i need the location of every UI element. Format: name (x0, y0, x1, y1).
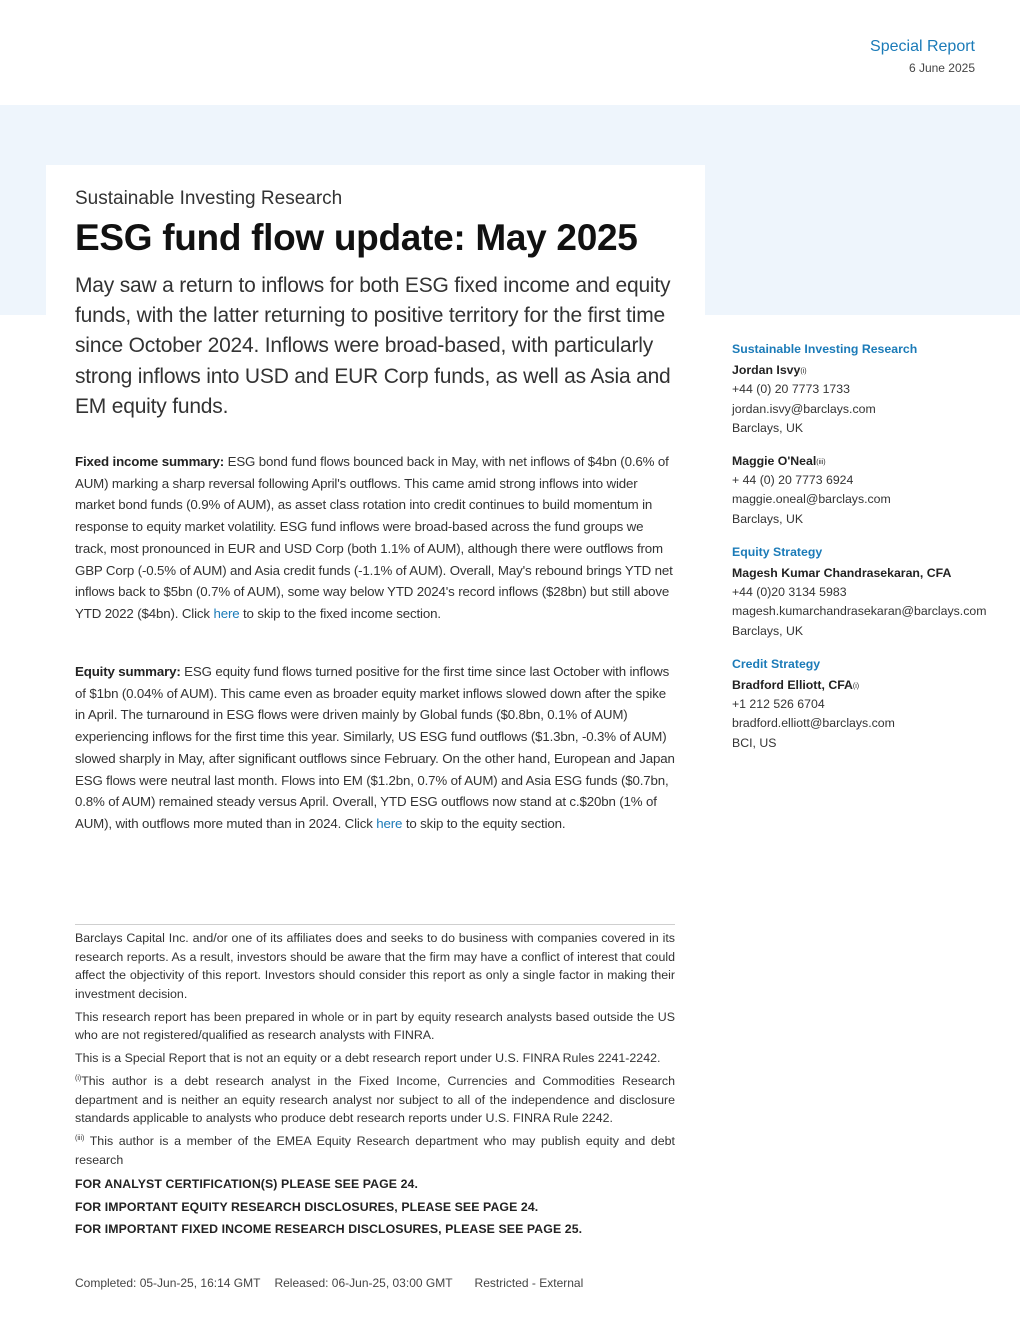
equity-summary-text: ESG equity fund flows turned positive for the first time since last October with inflows of $1bn (0.04% of AUM). This came even as broader equity market inflows slowed down after the spike in April. The turnaround in ESG flows were driven mainly by Global funds ($0.8bn, 0.1% of AUM) experiencing inflows for the first time this year. Similarly, US ESG fund outflows ($1.3bn, -0.3% of AUM) slowed sharply in May, after significant outflows since February. On the other hand, European and Japan ESG flows were neutral last month. Flows into EM ($1.2bn, 0.7% of AUM) and Asia ESG funds ($0.7bn, 0.8% of AUM) remained steady versus April. Overall, YTD ESG outflows now stand at c.$20bn (1% of AUM), with outflows more muted than in 2024. Click (75, 664, 675, 831)
analyst-name (732, 676, 1012, 695)
disclosure-debt-analyst (75, 1072, 675, 1128)
fixed-income-disclosures-note: FOR IMPORTANT FIXED INCOME RESEARCH DISCLOSURES, PLEASE SEE PAGE 25. (75, 1222, 583, 1236)
analyst-location: Barclays, UK (732, 420, 804, 435)
fixed-income-summary-tail: to skip to the fixed income section. (239, 605, 441, 621)
analyst-phone: +1 212 526 6704 (732, 697, 825, 712)
analyst-name-text: Jordan Isvy (732, 363, 801, 378)
analyst-name-text: Bradford Elliott, CFA (732, 678, 853, 693)
analyst-name (732, 361, 1012, 380)
footer-status-line (75, 1276, 597, 1290)
released-timestamp: Released: 06-Jun-25, 03:00 GMT (274, 1276, 453, 1290)
analyst-card (732, 452, 1012, 529)
classification-label: Restricted - External (474, 1276, 584, 1290)
analyst-name-text: Maggie O'Neal (732, 454, 817, 469)
lede-paragraph: May saw a return to inflows for both ESG fixed income and equity funds, with the latter returning to positive territory for the first time since October 2024. Inflows were broad-based, with particularly strong inflows into USD and EUR Corp funds, as well as Asia and EM equity funds. (75, 274, 671, 418)
analyst-email[interactable]: maggie.oneal@barclays.com (732, 492, 891, 507)
fixed-income-summary-label: Fixed income summary: (75, 454, 225, 469)
equity-summary-tail: to skip to the equity section. (402, 815, 566, 831)
analyst-contacts (732, 340, 1012, 767)
disclosure-equity-analyst-text: This author is a member of the EMEA Equity Research department who may publish equity and debt research (75, 1134, 675, 1167)
analyst-certification-note: FOR ANALYST CERTIFICATION(S) PLEASE SEE PAGE 24. (75, 1177, 419, 1191)
disclosure-debt-analyst-text: This author is a debt research analyst in the Fixed Income, Currencies and Commodities Research department and is neither an equity research analyst nor subject to all of the independence and disclosure standards applicable to analysts who produce debt research reports under U.S. FINRA Rule 2242. (75, 1074, 675, 1125)
fixed-income-summary-text: ESG bond fund flows bounced back in May, with net inflows of $4bn (0.6% of AUM) marking a sharp reversal following April's outflows. This came amid strong inflows into wider market bond funds (0.9% of AUM), as asset class rotation into credit continues to build momentum in response to equity market volatility. ESG fund inflows were broad-based across the fund groups we track, most pronounced in EUR and USD Corp (both 1.1% of AUM), although there were outflows from GBP Corp (-0.5% of AUM) and Asia credit funds (-1.1% of AUM). Overall, May's rebound brings YTD net inflows back to $5bn (0.7% of AUM), some way below YTD 2024's record inflows ($28bn) but still above YTD 2022 ($4bn). Click (75, 454, 673, 621)
equity-disclosures-note: FOR IMPORTANT EQUITY RESEARCH DISCLOSURES, PLEASE SEE PAGE 24. (75, 1199, 539, 1214)
report-date: 6 June 2025 (908, 61, 975, 75)
analyst-card (732, 564, 1012, 641)
analyst-phone: +44 (0) 20 7773 1733 (732, 382, 850, 397)
contact-group (732, 543, 1012, 641)
equity-summary (75, 661, 677, 835)
footnote-mark-i: (i) (75, 1075, 82, 1082)
title-card (46, 165, 705, 425)
analyst-footnote-mark: (i) (852, 683, 860, 691)
fixed-income-section-link[interactable]: here (213, 605, 240, 621)
report-header (870, 37, 975, 76)
analyst-card (732, 361, 1012, 438)
analyst-name-text: Magesh Kumar Chandrasekaran, CFA (732, 566, 952, 581)
analyst-card (732, 676, 1012, 753)
report-type-label: Special Report (870, 38, 975, 55)
analyst-footnote-mark: (iii) (816, 459, 826, 467)
analyst-email[interactable]: magesh.kumarchandrasekaran@barclays.com (732, 604, 987, 619)
analyst-email[interactable]: bradford.elliott@barclays.com (732, 716, 895, 731)
contact-group-title: Equity Strategy (732, 544, 823, 559)
completed-timestamp: Completed: 05-Jun-25, 16:14 GMT (75, 1276, 261, 1290)
research-kicker: Sustainable Investing Research (75, 188, 343, 209)
page-title: ESG fund flow update: May 2025 (75, 217, 638, 258)
analyst-location: Barclays, UK (732, 623, 804, 638)
fixed-income-summary (75, 451, 677, 625)
disclosure-conflict: Barclays Capital Inc. and/or one of its affiliates does and seeks to do business with companies covered in its research reports. As a result, investors should be aware that the firm may have a conflict of interest that could affect the objectivity of this report. Investors should consider this report as only a single factor in making their investment decision. (75, 931, 675, 1001)
analyst-location: BCI, US (732, 735, 777, 750)
disclosure-finra-registration: This research report has been prepared in whole or in part by equity research analysts based outside the US who are not registered/qualified as research analysts with FINRA. (75, 1009, 675, 1042)
analyst-location: Barclays, UK (732, 511, 804, 526)
contact-group (732, 655, 1012, 753)
contact-group (732, 340, 1012, 529)
equity-section-link[interactable]: here (376, 815, 403, 831)
disclosure-divider (75, 924, 675, 925)
disclosure-special-report: This is a Special Report that is not an equity or a debt research report under U.S. FINRA Rules 2241-2242. (75, 1051, 661, 1065)
analyst-phone: + 44 (0) 20 7773 6924 (732, 473, 854, 488)
disclosures-block (75, 929, 675, 1239)
footnote-mark-iii: (iii) (75, 1135, 85, 1142)
contact-group-title: Sustainable Investing Research (732, 342, 918, 356)
disclosure-equity-analyst (75, 1132, 675, 1169)
analyst-email[interactable]: jordan.isvy@barclays.com (732, 401, 876, 416)
analyst-phone: +44 (0)20 3134 5983 (732, 585, 847, 600)
analyst-name (732, 452, 1012, 471)
analyst-footnote-mark: (i) (800, 368, 807, 376)
analyst-name (732, 564, 1012, 583)
equity-summary-label: Equity summary: (75, 664, 181, 679)
contact-group-title: Credit Strategy (732, 656, 821, 671)
